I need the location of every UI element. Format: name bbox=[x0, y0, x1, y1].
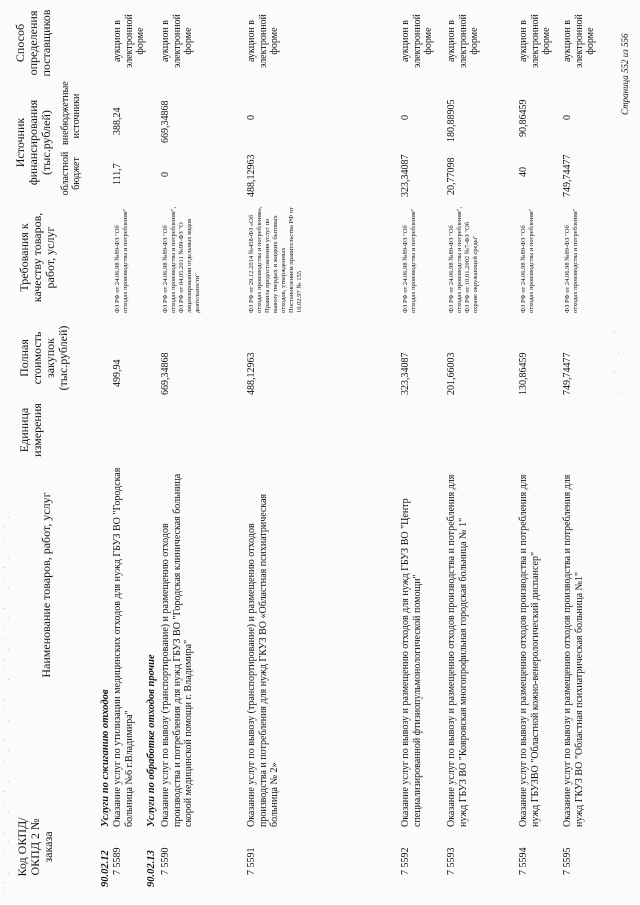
row-requirements: ФЗ РФ от 24.06.98 №89-ФЗ "Об отходах производства и потребления" bbox=[520, 208, 535, 313]
row-regional: 111,7 bbox=[112, 163, 123, 185]
row-name: Оказание услуг по утилизации медицинских отходов для нужд ГБУЗ ВО "Городская больница №6 г.Владимира" bbox=[112, 467, 135, 827]
row-external: 0 bbox=[246, 115, 257, 120]
header-code: Код ОКПД/ ОКПД 2 № заказа bbox=[15, 817, 55, 877]
row-total: 201,66003 bbox=[446, 352, 457, 395]
row-method: аукцион в электронной форме bbox=[160, 14, 194, 68]
scan-noise: · ˙ ' . · ˙ . ' · . ˙ ' . · ˙ . ' · . ˙ ' · . ˙ ' . · ˙ . ' · . ˙ ' . · ˙ ' . bbox=[2, 513, 11, 905]
row-external: 669,34868 bbox=[160, 100, 171, 143]
row-external: 388,24 bbox=[112, 107, 123, 135]
header-total: Полная стоимость закупок (тыс.рублей) bbox=[17, 325, 70, 391]
header-unit: Единица измерения bbox=[17, 403, 44, 457]
row-method: аукцион в электронной форме bbox=[446, 14, 480, 68]
header-name: Наименование товаров, работ, услуг bbox=[39, 492, 53, 678]
row-name: Оказание услуг по вывозу и размещению отходов производства и потребления для нужд ГБУЗВО "Областной кожно-венерологический диспансер" bbox=[518, 474, 541, 827]
row-code: 7 5591 bbox=[246, 847, 257, 875]
row-regional: 749,74477 bbox=[562, 154, 573, 197]
row-regional: 323,34087 bbox=[400, 154, 411, 197]
row-method: аукцион в электронной форме bbox=[562, 14, 596, 68]
row-regional: 40 bbox=[518, 167, 529, 177]
row-regional: 488,12963 bbox=[246, 154, 257, 197]
row-total: 499,94 bbox=[112, 359, 123, 387]
row-name: Оказание услуг по вывозу и размещению отходов производства и потребления для нужд ГБУЗ ВО "Ковровская многопрофильная городская больница № 1" bbox=[446, 474, 469, 827]
header-regional: областной бюджет bbox=[60, 151, 82, 196]
row-code: 7 5590 bbox=[160, 847, 171, 875]
row-name: Оказание услуг по вывозу и размещению отходов для нужд ГБУЗ ВО "Центр специализированной фтизиопульмонологической помощи" bbox=[400, 498, 423, 827]
row-method: аукцион в электронной форме bbox=[246, 14, 280, 68]
header-requirements: Требования к качеству товаров, работ, услуг bbox=[17, 212, 57, 303]
page-number: Страница 552 из 556 bbox=[620, 33, 630, 115]
row-total: 669,34868 bbox=[160, 352, 171, 395]
row-code: 7 5593 bbox=[446, 847, 457, 875]
row-method: аукцион в электронной форме bbox=[112, 14, 146, 68]
row-external: 180,88905 bbox=[446, 99, 457, 142]
row-code: 7 5594 bbox=[518, 847, 529, 875]
row-method: аукцион в электронной форме bbox=[400, 14, 434, 68]
row-requirements: ФЗ РФ от 24.06.98 №89-ФЗ "Об отходах производства и потребления", ФЗ РФ от 10.01.2002 №7-ФЗ "Об охране окружающей среды" bbox=[448, 206, 479, 313]
row-total: 130,86459 bbox=[518, 352, 529, 395]
section-title: Услуги по обработке отходов прочие bbox=[146, 654, 157, 827]
section-code: 90.02.13 bbox=[146, 850, 157, 887]
row-name: Оказание услуг по вывозу (транспортирование) и размещению отходов производства и потребления для нужд ГБУЗ ВО "Городская клиническая больница скорой медицинской помощи г. Владимира" bbox=[160, 473, 194, 827]
row-external: 0 bbox=[562, 115, 573, 120]
row-code: 7 5592 bbox=[400, 847, 411, 875]
row-requirements: ФЗ РФ от 24.06.98 №89-ФЗ "Об отходах производства и потребления", ФЗ РФ от 04.05.2011 №99-ФЗ "О лицензировании отдельных видов деятельности" bbox=[162, 206, 201, 313]
header-method: Способ определения поставщиков bbox=[13, 9, 53, 77]
row-regional: 20,77098 bbox=[446, 157, 457, 195]
header-funding: Источник финансирования (тыс.рублей) bbox=[13, 99, 53, 186]
row-requirements: ФЗ РФ от 29.12.2014 №458-ФЗ «Об отходах производства и потребления», Правила предоставления услуг по вывозу твердых и жидких бытовых отходов, утвержденных Постановлением правительства РФ от 10.02.97 № 155 bbox=[248, 206, 303, 313]
row-requirements: ФЗ РФ от 24.06.98 №89-ФЗ "Об отходах производства и потребления" bbox=[564, 208, 579, 313]
row-external: 90,86459 bbox=[518, 99, 529, 137]
row-external: 0 bbox=[400, 115, 411, 120]
scan-noise: · . ˙ ' · . ˙ ' · . ˙ bbox=[612, 297, 621, 405]
row-regional: 0 bbox=[160, 172, 171, 177]
row-total: 488,12963 bbox=[246, 352, 257, 395]
header-external: внебюджетные источники bbox=[60, 81, 82, 145]
section-title: Услуги по сжиганию отходов bbox=[100, 689, 111, 827]
row-total: 323,34087 bbox=[400, 352, 411, 395]
row-code: 7 5589 bbox=[112, 847, 123, 875]
section-code: 90.02.12 bbox=[100, 850, 111, 887]
row-requirements: ФЗ РФ от 24.06.98 №89-ФЗ "Об отходах производства и потребления" bbox=[402, 208, 417, 313]
row-total: 749,74477 bbox=[562, 352, 573, 395]
row-code: 7 5595 bbox=[562, 847, 573, 875]
row-requirements: ФЗ РФ от 24.06.98 №89-ФЗ "Об отходах производства и потребления" bbox=[114, 208, 129, 313]
row-name: Оказание услуг по вывозу (транспортирование) и размещению отходов производства и потребления для нужд ГКУЗ ВО «Областная психиатрическая больница № 2» bbox=[246, 493, 280, 827]
row-name: Оказание услуг по вывозу и размещению отходов производства и потребления для нужд ГКУЗ ВО "Областная психиатрическая больница №1" bbox=[562, 474, 585, 827]
row-method: аукцион в электронной форме bbox=[518, 14, 552, 68]
